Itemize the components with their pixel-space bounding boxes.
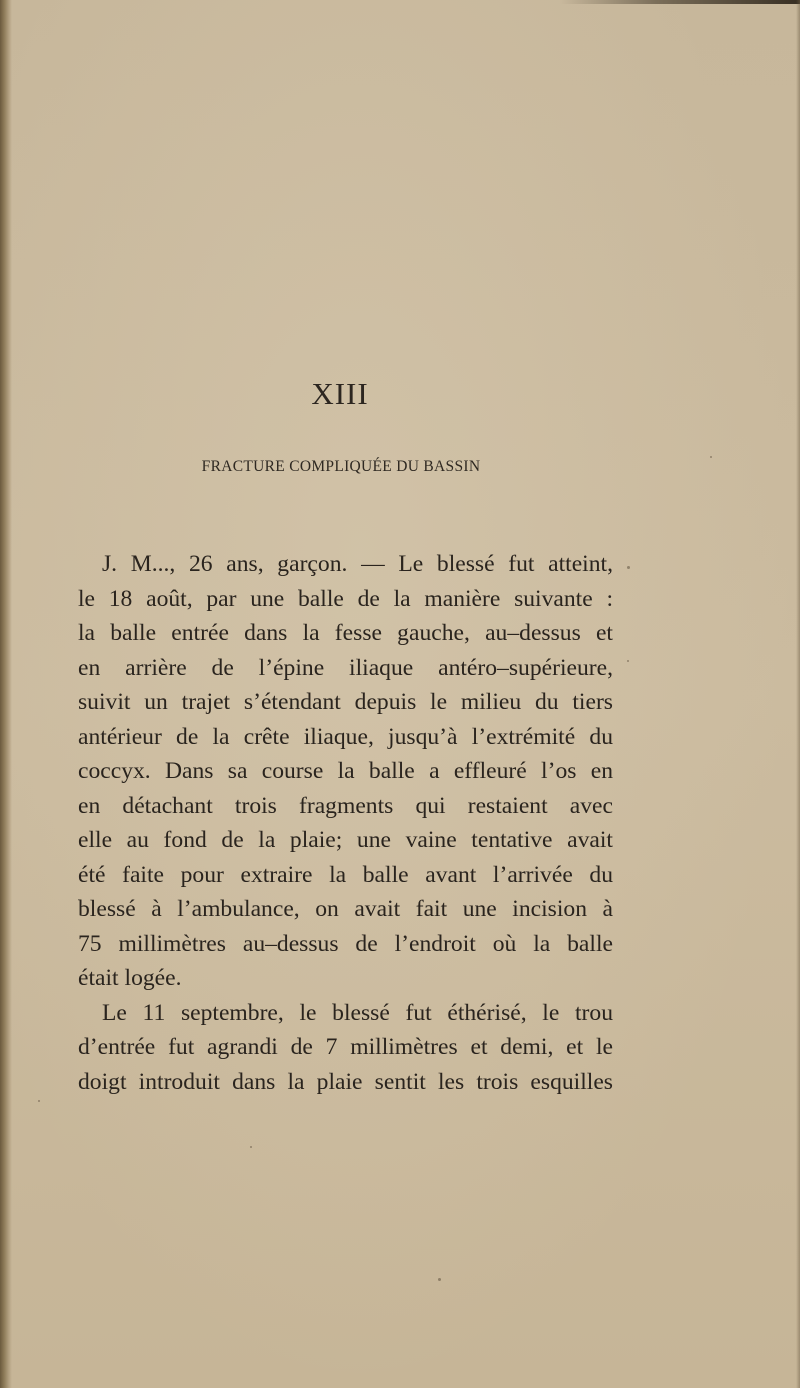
text-line: la balle entrée dans la fesse gauche, au–dessus et [78,620,613,646]
text-line: d’entrée fut agrandi de 7 millimètres et demi, et le [78,1034,613,1060]
text-line: en arrière de l’épine iliaque antéro–supérieure, [78,654,613,681]
paragraph [78,547,613,996]
text-line: suivit un trajet s’étendant depuis le milieu du tiers [78,689,613,715]
text-line: en détachant trois fragments qui restaient avec [78,792,613,819]
chapter-title: FRACTURE COMPLIQUÉE DU BASSIN [201,458,481,475]
paper-speck [38,1100,40,1102]
text-line: été faite pour extraire la balle avant l’arrivée du [78,861,613,888]
chapter-number: XIII [311,376,369,411]
paper-speck [438,1278,441,1281]
text-line: 75 millimètres au–dessus de l’endroit où la balle [78,930,613,957]
text-line: antérieur de la crête iliaque, jusqu’à l’extrémité du [78,723,613,750]
text-line: le 18 août, par une balle de la manière suivante : [78,585,613,612]
text-line: blessé à l’ambulance, on avait fait une incision à [78,896,613,922]
text-line: Le 11 septembre, le blessé fut éthérisé, le trou [102,999,613,1026]
paper-speck [627,660,629,662]
text-line: coccyx. Dans sa course la balle a effleuré l’os en [78,758,613,784]
text-line: doigt introduit dans la plaie sentit les trois esquilles [78,1068,613,1095]
page-right-edge [796,0,800,1388]
paper-speck [250,1146,252,1148]
paper-speck [710,456,712,458]
body-text [78,547,613,1099]
page-spine-shadow [0,0,12,1388]
paper-speck [627,566,630,569]
paragraph [78,996,613,1100]
text-line: elle au fond de la plaie; une vaine tentative avait [78,827,613,853]
text-line: était logée. [78,965,182,991]
text-line: J. M..., 26 ans, garçon. — Le blessé fut atteint, [102,551,613,577]
page-top-edge [560,0,800,4]
